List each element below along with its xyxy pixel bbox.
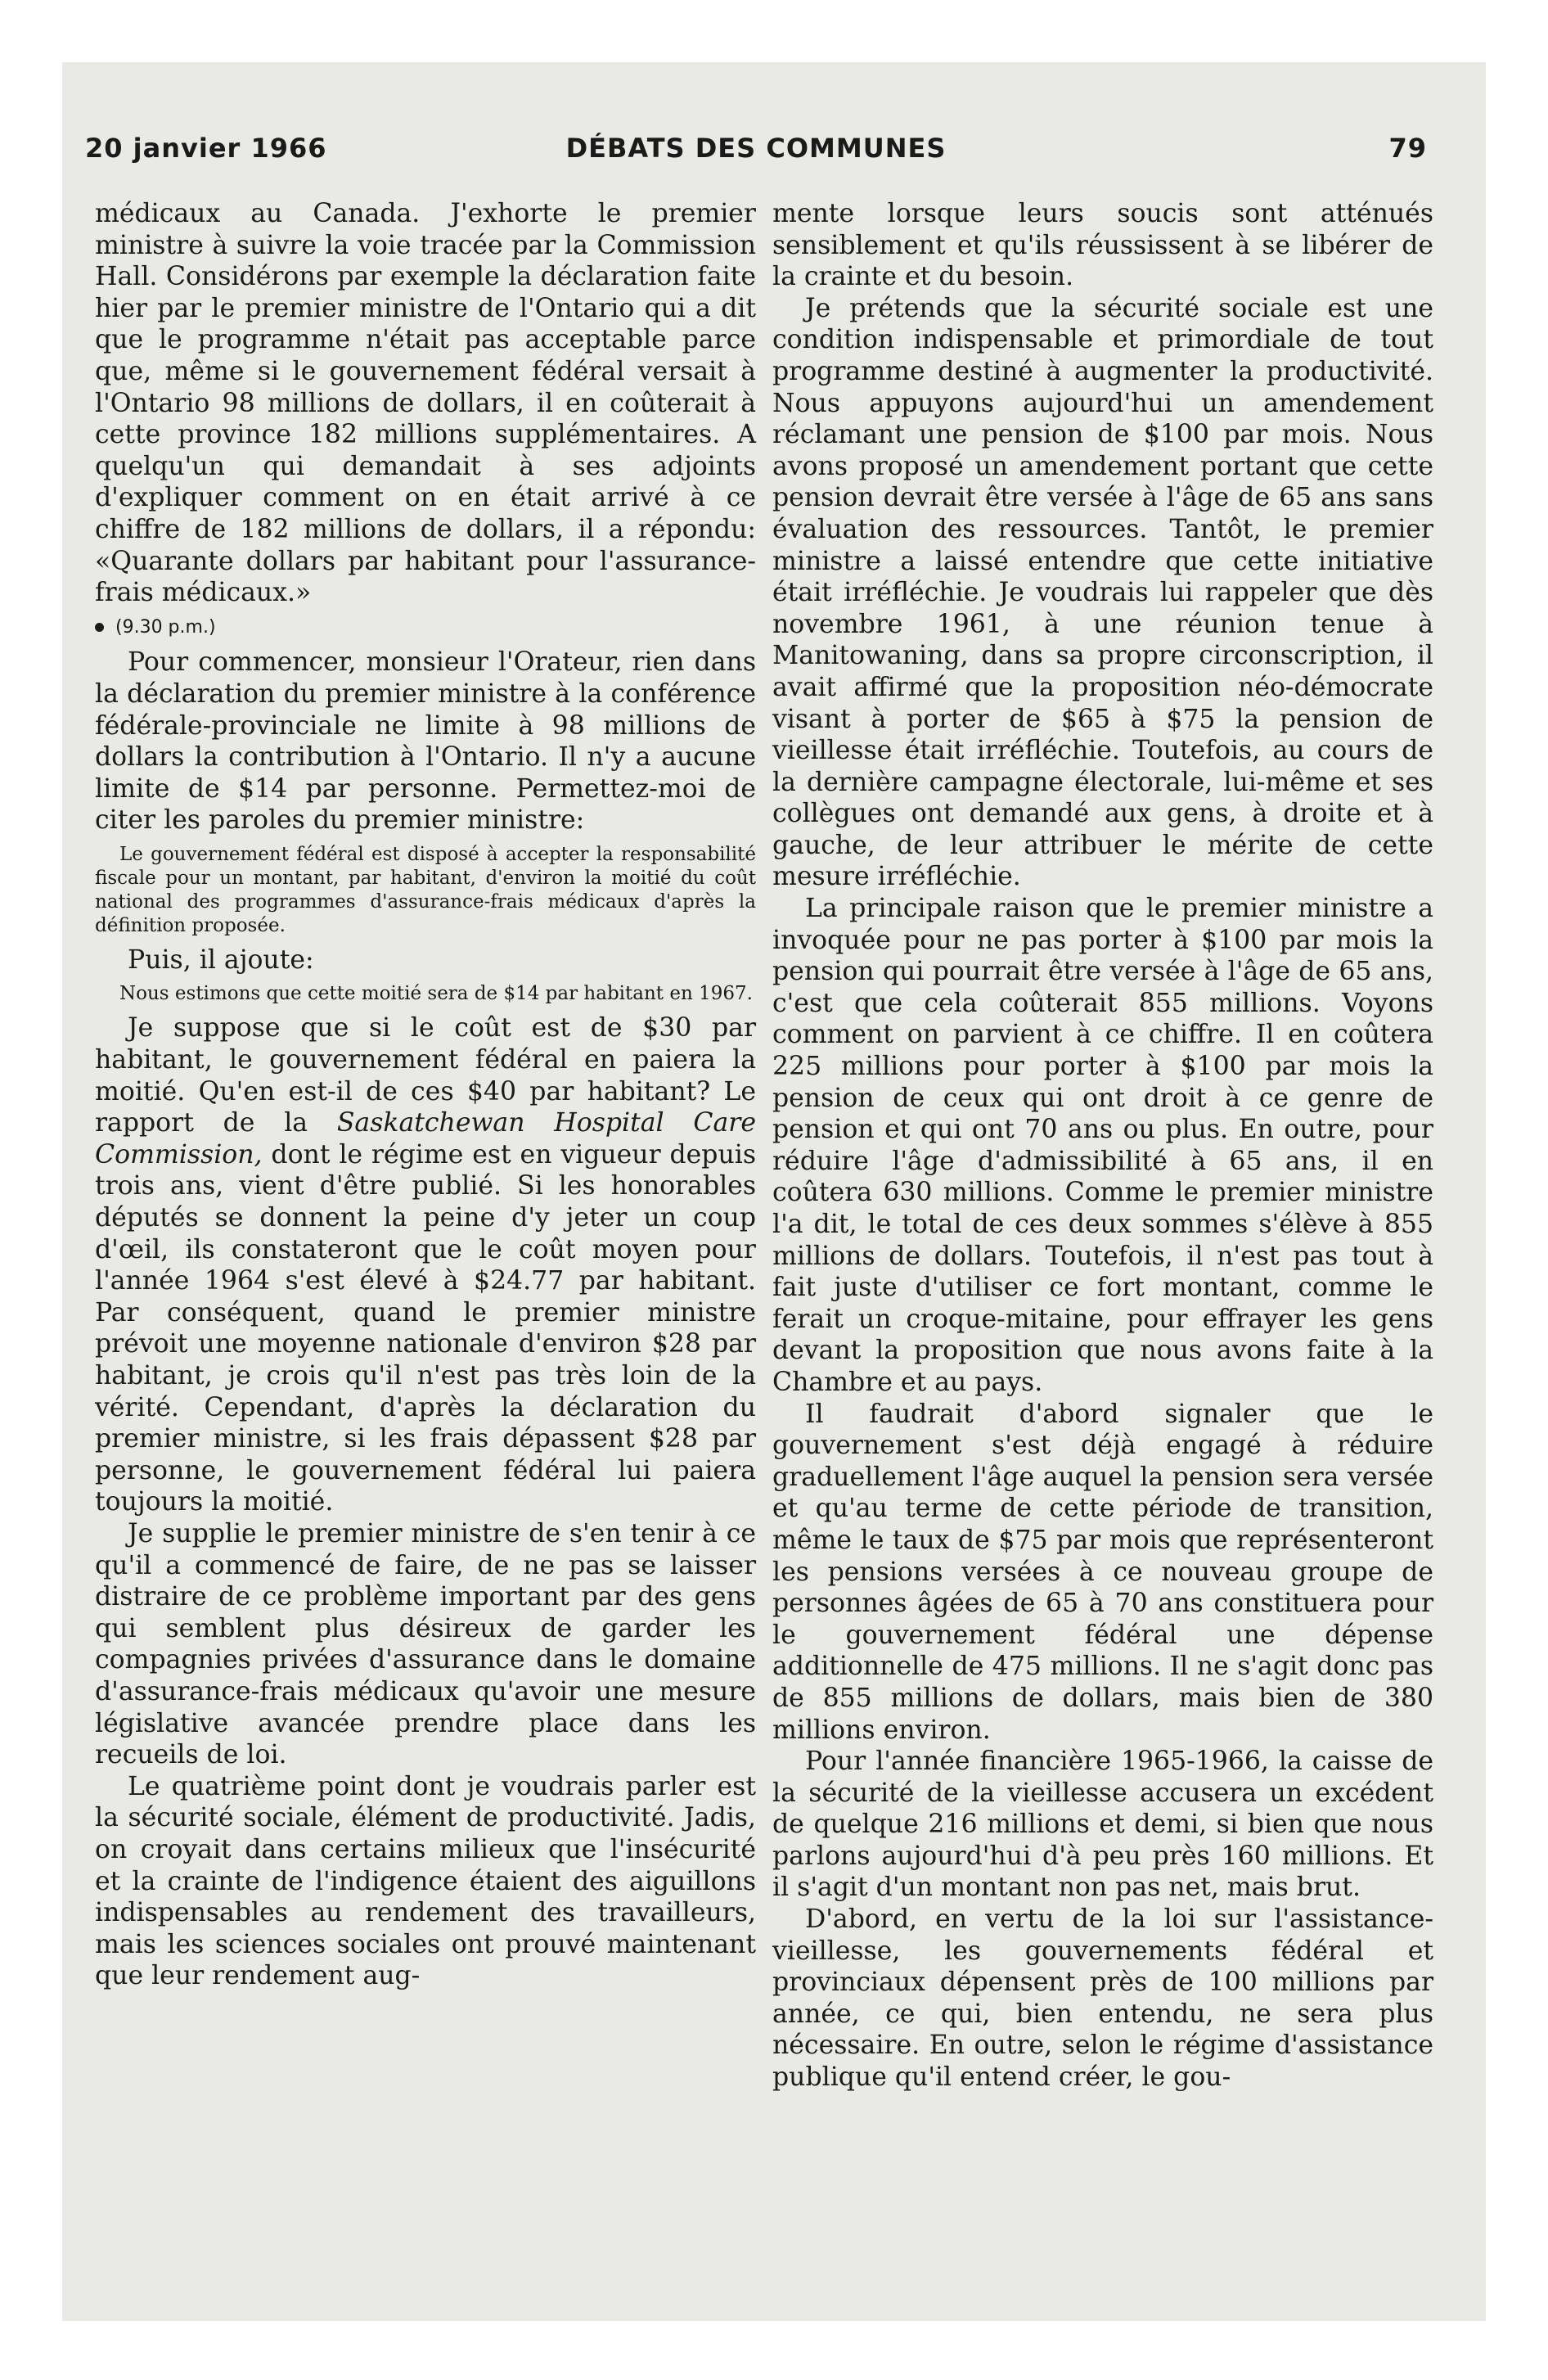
left-paragraph-2: Pour commencer, monsieur l'Orateur, rien dans la déclaration du premier ministre à la conférence fédérale-provinciale ne limite à 98 millions de dollars la contribution à l'Ontario. Il n'y a aucune limite de $14 par personne. Permettez-moi de citer les paroles du premier ministre: xyxy=(95,647,756,836)
quote-2 xyxy=(95,982,756,1006)
left-paragraph-3: Puis, il ajoute: xyxy=(128,944,314,975)
quote-1-text: Le gouvernement fédéral est disposé à accepter la responsabilité fiscale pour un montant, par habitant, d'environ la moitié du coût national des programmes d'assurance-frais médicaux d'après la définition proposée. xyxy=(95,843,756,936)
page-header xyxy=(85,123,1427,180)
right-paragraph-1: mente lorsque leurs soucis sont atténués sensiblement et qu'ils réussissent à se libérer de la crainte et du besoin. xyxy=(772,199,1433,292)
right-paragraph-2: Je prétends que la sécurité sociale est une condition indispensable et primordiale de tout programme destiné à augmenter la productivité. Nous appuyons aujourd'hui un amendement réclamant une pension de $100 par mois. Nous avons proposé un amendement portant que cette pension devrait être versée à l'âge de 65 ans sans évaluation des ressources. Tantôt, le premier ministre a laissé entendre que cette initiative était irréfléchie. Je voudrais lui rappeler que dès novembre 1961, à une réunion tenue à Manitowaning, dans sa propre circonscription, il avait affirmé que la proposition néo-démocrate visant à porter de $65 à $75 la pension de vieillesse était irréfléchie. Toutefois, au cours de la dernière campagne électorale, lui-même et ses collègues ont demandé aux gens, à droite et à gauche, de leur attribuer le mérite de cette mesure irréfléchie. xyxy=(772,293,1433,892)
left-column xyxy=(95,198,756,1992)
header-date: 20 janvier 1966 xyxy=(85,133,327,164)
quote-1 xyxy=(95,843,756,938)
bullet-icon xyxy=(95,623,104,632)
right-paragraph-5: Pour l'année financière 1965-1966, la caisse de la sécurité de la vieillesse accusera un excédent de quelque 216 millions et demi, si bien que nous parlons aujourd'hui d'à peu près 160 millions. Et il s'agit d'un montant non pas net, mais brut. xyxy=(772,1747,1433,1903)
left-paragraph-4-a: Je suppose que si le coût est de $30 par habitant, le gouvernement fédéral en paiera la moitié. Qu'en est-il de ces $40 par habitant? Le rapport de la xyxy=(95,1013,756,1138)
right-paragraph-4: Il faudrait d'abord signaler que le gouvernement s'est déjà engagé à réduire graduellement l'âge auquel la pension sera versée et qu'au terme de cette période de transition, même le taux de $75 par mois que représenteront les pensions versées à ce nouveau groupe de personnes âgées de 65 à 70 ans constituera pour le gouvernement fédéral une dépense additionnelle de 475 millions. Il ne s'agit donc pas de 855 millions de dollars, mais bien de 380 millions environ. xyxy=(772,1399,1433,1745)
left-paragraph-4 xyxy=(95,1012,756,1518)
commission-title: Saskatchewan Hospital Care Commission, xyxy=(95,1108,756,1170)
left-paragraph-1: médicaux au Canada. J'exhorte le premier ministre à suivre la voie tracée par la Commission Hall. Considérons par exemple la déclaration faite hier par le premier ministre de l'Ontario qui a dit que le programme n'était pas acceptable parce que, même si le gouvernement fédéral versait à l'Ontario 98 millions de dollars, il en coûterait à cette province 182 millions supplémentaires. A quelqu'un qui demandait à ses adjoints d'expliquer comment on en était arrivé à ce chiffre de 182 millions de dollars, il a répondu: «Quarante dollars par habitant pour l'assurance-frais médicaux.» xyxy=(95,199,756,608)
page-number: 79 xyxy=(1388,133,1427,164)
header-title: DÉBATS DES COMMUNES xyxy=(565,133,947,164)
quote-2-text: Nous estimons que cette moitié sera de $14 par habitant en 1967. xyxy=(119,983,753,1005)
left-paragraph-4-b: dont le régime est en vigueur depuis trois ans, vient d'être publié. Si les honorables députés se donnent la peine d'y jeter un coup d'œil, ils constateront que le coût moyen pour l'année 1964 s'est élevé à $24.77 par habitant. Par conséquent, quand le premier ministre prévoit une moyenne nationale d'environ $28 par habitant, je crois qu'il n'est pas très loin de la vérité. Cependant, d'après la déclaration du premier ministre, si les frais dépassent $28 par personne, le gouvernement fédéral lui paiera toujours la moitié. xyxy=(95,1139,756,1517)
time-marker xyxy=(95,612,756,644)
left-paragraph-6: Le quatrième point dont je voudrais parler est la sécurité sociale, élément de productivité. Jadis, on croyait dans certains milieux que l'insécurité et la crainte de l'indigence étaient des aiguillons indispensables au rendement des travailleurs, mais les sciences sociales ont prouvé maintenant que leur rendement aug- xyxy=(95,1771,756,1991)
time-marker-text: (9.30 p.m.) xyxy=(115,616,216,638)
left-paragraph-5: Je supplie le premier ministre de s'en tenir à ce qu'il a commencé de faire, de ne pas se laisser distraire de ce problème important par des gens qui semblent plus désireux de garder les compagnies privées d'assurance dans le domaine d'assurance-frais médicaux qu'avoir une mesure législative avancée prendre place dans les recueils de loi. xyxy=(95,1518,756,1770)
right-paragraph-6: D'abord, en vertu de la loi sur l'assistance-vieillesse, les gouvernements fédéral et provinciaux dépensent près de 100 millions par année, ce qui, bien entendu, ne sera plus nécessaire. En outre, selon le régime d'assistance publique qu'il entend créer, le gou- xyxy=(772,1904,1433,2093)
right-paragraph-3: La principale raison que le premier ministre a invoquée pour ne pas porter à $100 par mois la pension qui pourrait être versée à l'âge de 65 ans, c'est que cela coûterait 855 millions. Voyons comment on parvient à ce chiffre. Il en coûtera 225 millions pour porter à $100 par mois la pension de ceux qui ont droit à ce genre de pension et qui ont 70 ans ou plus. En outre, pour réduire l'âge d'admissibilité à 65 ans, il en coûtera 630 millions. Comme le premier ministre l'a dit, le total de ces deux sommes s'élève à 855 millions de dollars. Toutefois, il n'est pas tout à fait juste d'utiliser ce fort montant, comme le ferait un croque-mitaine, pour effrayer les gens devant la proposition que nous avons faite à la Chambre et au pays. xyxy=(772,894,1433,1397)
right-column xyxy=(772,198,1433,2094)
